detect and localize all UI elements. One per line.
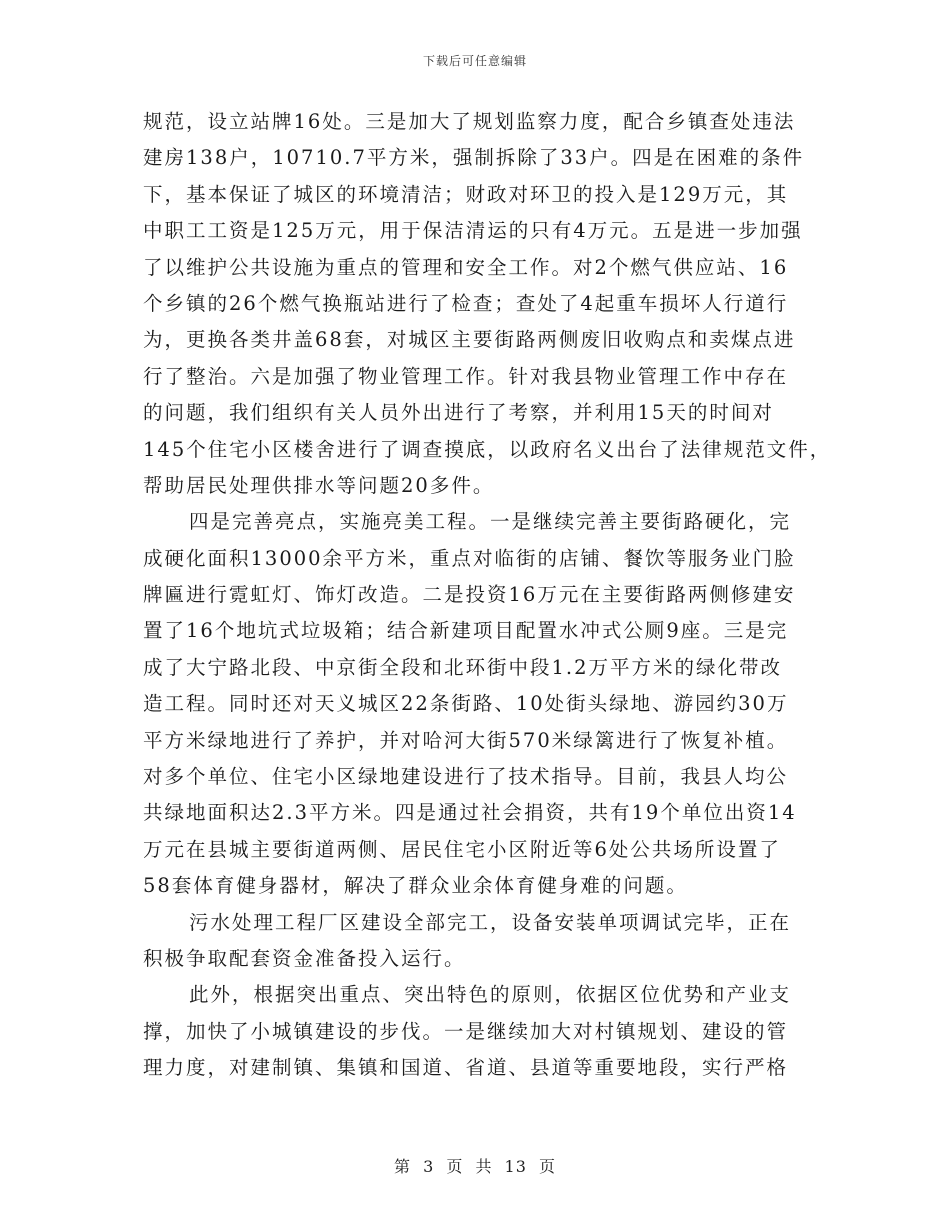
text-line: 145个住宅小区楼舍进行了调查摸底，以政府名义出台了法律规范文件， [143,437,832,461]
text-line: 牌匾进行霓虹灯、饰灯改造。二是投资16万元在主要街路两侧修建安 [143,583,796,607]
paragraph-start-line: 污水处理工程厂区建设全部完工，设备安装单项调试完毕，正在 [189,910,792,934]
text-line: 行了整治。六是加强了物业管理工作。针对我县物业管理工作中存在 [143,364,789,388]
text-line: 理力度，对建制镇、集镇和国道、省道、县道等重要地段，实行严格 [143,1056,789,1080]
text-line: 下，基本保证了城区的环境清洁；财政对环卫的投入是129万元，其 [143,182,789,206]
text-line: 个乡镇的26个燃气换瓶站进行了检查；查处了4起重车损坏人行道行 [143,291,789,315]
text-line: 建房138户，10710.7平方米，强制拆除了33户。四是在困难的条件 [143,146,805,170]
text-line: 撑，加快了小城镇建设的步伐。一是继续加大对村镇规划、建设的管 [143,1019,789,1043]
text-line: 帮助居民处理供排水等问题20多件。 [143,473,495,497]
text-line: 58套体育健身器材，解决了群众业余体育健身难的问题。 [143,874,688,898]
text-line: 平方米绿地进行了养护，并对哈河大街570米绿篱进行了恢复补植。 [143,728,789,752]
document-body [143,104,832,1087]
text-line: 为，更换各类井盖68套，对城区主要街路两侧废旧收购点和卖煤点进 [143,328,796,352]
page-header: 下载后可任意编辑 [422,54,527,68]
paragraph-start-line: 四是完善亮点，实施亮美工程。一是继续完善主要街路硬化，完 [189,510,792,534]
text-line: 共绿地面积达2.3平方米。四是通过社会捐资，共有19个单位出资14 [143,801,797,825]
text-line: 的问题，我们组织有关人员外出进行了考察，并利用15天的时间对 [143,401,774,425]
page-number-footer: 第 3 页 共 13 页 [394,1157,556,1176]
text-line: 积极争取配套资金准备投入运行。 [143,946,466,970]
text-line: 了以维护公共设施为重点的管理和安全工作。对2个燃气供应站、16 [143,255,789,279]
text-line: 规范，设立站牌16处。三是加大了规划监察力度，配合乡镇查处违法 [143,110,796,133]
text-line: 置了16个地坑式垃圾箱；结合新建项目配置水冲式公厕9座。三是完 [143,619,789,643]
paragraph-start-line: 此外，根据突出重点、突出特色的原则，依据区位优势和产业支 [189,983,792,1007]
text-line: 万元在县城主要街道两侧、居民住宅小区附近等6处公共场所设置了 [143,837,781,861]
text-line: 中职工工资是125万元，用于保洁清运的只有4万元。五是进一步加强 [143,219,803,243]
text-line: 成了大宁路北段、中京街全段和北环街中段1.2万平方米的绿化带改 [143,655,783,679]
text-line: 造工程。同时还对天义城区22条街路、10处街头绿地、游园约30万 [143,692,789,716]
text-line: 成硬化面积13000余平方米，重点对临街的店铺、餐饮等服务业门脸 [143,546,796,570]
text-line: 对多个单位、住宅小区绿地建设进行了技术指导。目前，我县人均公 [143,765,789,789]
